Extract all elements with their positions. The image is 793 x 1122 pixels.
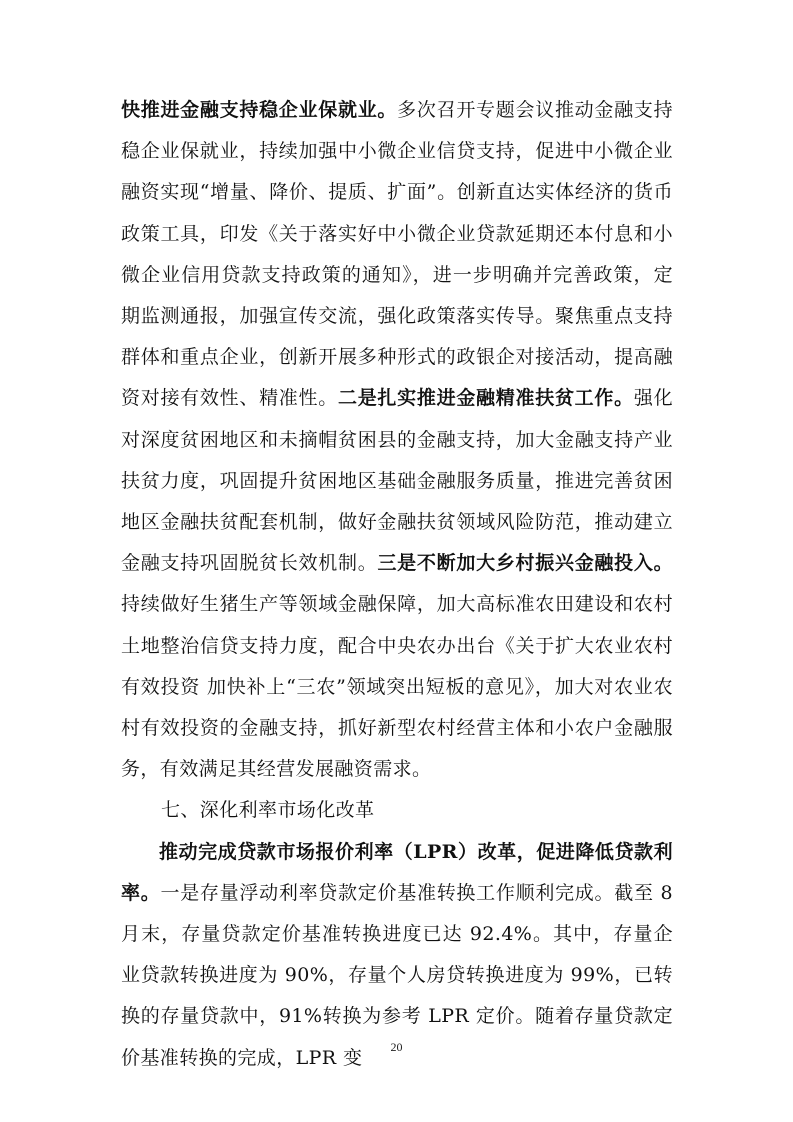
paragraph-text: 强化对深度贫困地区和未摘帽贫困县的金融支持，加大金融支持产业扶贫力度，巩固提升贫困地区基础金融服务质量，推进完善贫困地区金融扶贫配套机制，做好金融扶贫领域风险防范，推动建立金融支持巩固脱贫长效机制。	[121, 387, 673, 575]
bold-point-three: 三是不断加大乡村振兴金融投入。	[377, 552, 673, 575]
section-heading: 七、深化利率市场化改革	[161, 799, 375, 822]
paragraph-financial-support	[121, 90, 673, 790]
bold-lead-phrase: 快推进金融支持稳企业保就业。	[121, 99, 398, 121]
bold-point-two: 二是扎实推进金融精准扶贫工作。	[337, 387, 634, 410]
page-number: 20	[390, 1040, 403, 1054]
body-text	[121, 90, 673, 1079]
paragraph-text: 一是存量浮动利率贷款定价基准转换工作顺利完成。截至 8 月末，存量贷款定价基准转换进度已达 92.4%。其中，存量企业贷款转换进度为 90%，存量个人房贷转换进度为 99%，已转换的存量贷款中，91%转换为参考 LPR 定价。随着存量贷款定价基准转换的完成，LPR 变	[121, 881, 673, 1069]
paragraph-text: 多次召开专题会议推动金融支持稳企业保就业，持续加强中小微企业信贷支持，促进中小微企业融资实现“增量、降价、提质、扩面”。创新直达实体经济的货币政策工具，印发《关于落实好中小微企业贷款延期还本付息和小微企业信用贷款支持政策的通知》，进一步明确并完善政策，定期监测通报，加强宣传交流，强化政策落实传导。聚焦重点支持群体和重点企业，创新开展多种形式的政银企对接活动，提高融资对接有效性、精准性。	[121, 99, 673, 410]
bold-lead-phrase: 推动完成贷款市场报价利率（LPR）改革，促进降低贷款利率。	[121, 840, 673, 904]
paragraph-text: 持续做好生猪生产等领域金融保障，加大高标准农田建设和农村土地整治信贷支持力度，配合中央农办出台《关于扩大农业农村有效投资 加快补上“三农”领域突出短板的意见》，加大对农业农村有效投资的金融支持，抓好新型农村经营主体和小农户金融服务，有效满足其经营发展融资需求。	[121, 593, 673, 781]
